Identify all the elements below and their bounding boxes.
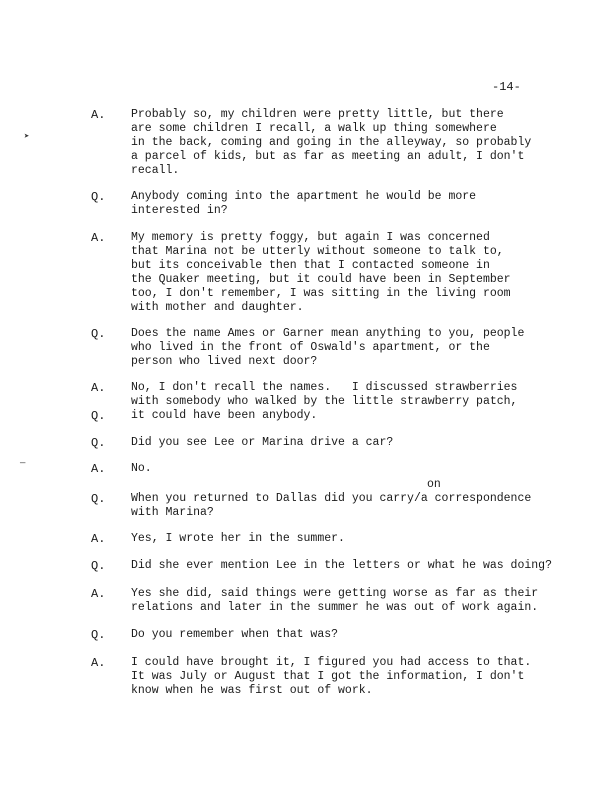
entry-text: Yes, I wrote her in the summer.	[131, 532, 345, 545]
speaker-label: A.	[91, 532, 106, 546]
entry-text: I could have brought it, I figured you had access to that. It was July or August that I got the information, I don't know when he was first out of work.	[131, 656, 532, 697]
entry-text: Did she ever mention Lee in the letters or what he was doing?	[131, 559, 552, 572]
speaker-label: A.	[91, 656, 106, 670]
entry-text: Does the name Ames or Garner mean anything to you, people who lived in the front of Oswald's apartment, or the person who lived next door?	[131, 327, 525, 368]
page-number: -14-	[492, 80, 521, 94]
speaker-label: Q.	[91, 492, 106, 506]
speaker-label: Q.	[91, 436, 106, 450]
speaker-label: A.	[91, 231, 106, 245]
margin-mark: ➤	[24, 132, 30, 142]
entry-text: My memory is pretty foggy, but again I was concerned that Marina not be utterly without someone to talk to, but its conceivable then that I contacted someone in the Quaker meeting, but it could have been in September too, I don't remember, I was sitting in the living room with mother and daughter.	[131, 231, 511, 314]
speaker-label: Q.	[91, 327, 106, 341]
handwritten-insert: on	[427, 478, 441, 491]
speaker-label: A.	[91, 381, 106, 395]
entry-text: When you returned to Dallas did you carry/a correspondence with Marina?	[131, 492, 532, 519]
entry-text: Probably so, my children were pretty little, but there are some children I recall, a walk up thing somewhere in the back, coming and going in the alleyway, so probably a parcel of kids, but as far as meeting an adult, I don't recall.	[131, 108, 532, 177]
entry-text: Did you see Lee or Marina drive a car?	[131, 436, 394, 449]
speaker-label: A.	[91, 462, 106, 476]
entry-text: No.	[131, 462, 152, 475]
entry-text: Anybody coming into the apartment he would be more interested in?	[131, 190, 477, 217]
entry-text: Do you remember when that was?	[131, 628, 339, 641]
speaker-label: Q.	[91, 628, 106, 642]
speaker-label: Q.	[91, 190, 106, 204]
margin-mark: —	[20, 458, 26, 468]
stray-speaker-label: Q.	[91, 409, 106, 423]
entry-text: No, I don't recall the names. I discussed strawberries with somebody who walked by the little strawberry patch, it could have been anybody.	[131, 381, 518, 422]
speaker-label: A.	[91, 587, 106, 601]
speaker-label: Q.	[91, 559, 106, 573]
speaker-label: A.	[91, 108, 106, 122]
entry-text: Yes she did, said things were getting worse as far as their relations and later in the summer he was out of work again.	[131, 587, 539, 614]
